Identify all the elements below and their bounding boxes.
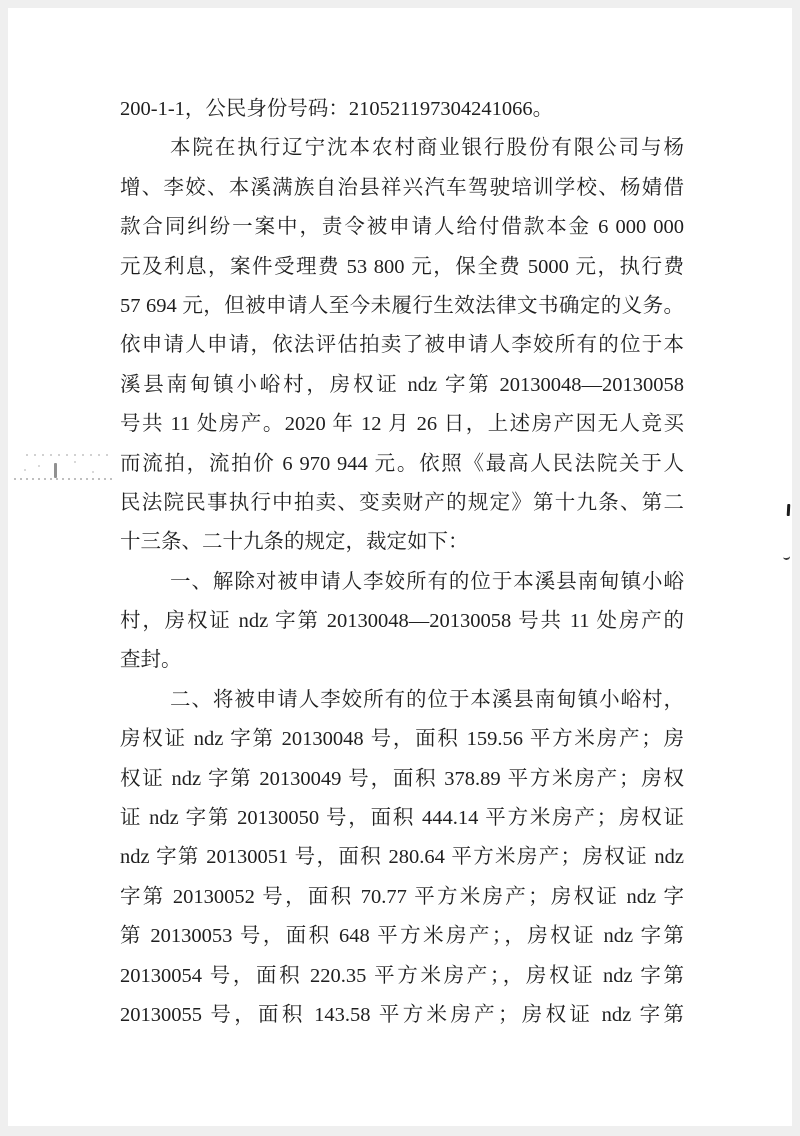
text-line: 二、将被申请人李姣所有的位于本溪县南甸镇小峪村， [170, 688, 684, 711]
scan-mark-curl [783, 553, 791, 561]
text-line: 房权证 ndz 字第 20130048 号，面积 159.56 平方米房产；房 [120, 728, 684, 751]
text-line: 20130054 号，面积 220.35 平方米房产；，房权证 ndz 字第 [120, 964, 684, 987]
scan-noise-row [26, 454, 110, 456]
text-line: 200-1-1，公民身份号码：210521197304241066。 [120, 98, 554, 120]
text-line: 增、李姣、本溪满族自治县祥兴汽车驾驶培训学校、杨婧借 [120, 176, 684, 199]
text-line: 号共 11 处房产。2020 年 12 月 26 日，上述房产因无人竞买 [120, 413, 684, 436]
text-line: 证 ndz 字第 20130050 号，面积 444.14 平方米房产；房权证 [120, 807, 684, 830]
text-line: 一、解除对被申请人李姣所有的位于本溪县南甸镇小峪 [170, 570, 684, 593]
scan-smudge-artifact [10, 445, 115, 495]
text-line: 20130055 号，面积 143.58 平方米房产；房权证 ndz 字第 [120, 1003, 684, 1026]
scan-noise-dot [24, 469, 26, 471]
text-line: 而流拍，流拍价 6 970 944 元。依照《最高人民法院关于人 [120, 452, 684, 475]
text-line: 第 20130053 号，面积 648 平方米房产；，房权证 ndz 字第 [120, 925, 684, 948]
document-text [120, 90, 684, 1035]
text-line: 溪县南甸镇小峪村，房权证 ndz 字第 20130048—20130058 [120, 373, 684, 396]
text-line: 本院在执行辽宁沈本农村商业银行股份有限公司与杨 [170, 137, 684, 160]
scan-noise-row [14, 478, 112, 480]
scan-noise-dot [38, 465, 40, 467]
text-line: 村，房权证 ndz 字第 20130048—20130058 号共 11 处房产的 [120, 610, 684, 633]
scan-noise-dot [74, 461, 76, 463]
text-line: 十三条、二十九条的规定，裁定如下： [120, 531, 469, 554]
scan-noise-dot [92, 471, 94, 473]
text-line: 款合同纠纷一案中，责令被申请人给付借款本金 6 000 000 [120, 216, 684, 239]
scan-noise-dash [54, 463, 57, 478]
scan-mark-tick [787, 504, 791, 516]
text-line: 民法院民事执行中拍卖、变卖财产的规定》第十九条、第二 [120, 491, 684, 514]
text-line: ndz 字第 20130051 号，面积 280.64 平方米房产；房权证 ndz [120, 846, 684, 869]
text-line: 依申请人申请，依法评估拍卖了被申请人李姣所有的位于本 [120, 334, 684, 357]
text-line: 字第 20130052 号，面积 70.77 平方米房产；房权证 ndz 字 [120, 885, 684, 908]
document-page [8, 8, 792, 1126]
text-line: 权证 ndz 字第 20130049 号，面积 378.89 平方米房产；房权 [120, 767, 684, 790]
text-line: 57 694 元，但被申请人至今未履行生效法律文书确定的义务。 [120, 294, 684, 317]
text-line: 元及利息，案件受理费 53 800 元，保全费 5000 元，执行费 [120, 255, 684, 278]
text-line: 查封。 [120, 649, 182, 672]
